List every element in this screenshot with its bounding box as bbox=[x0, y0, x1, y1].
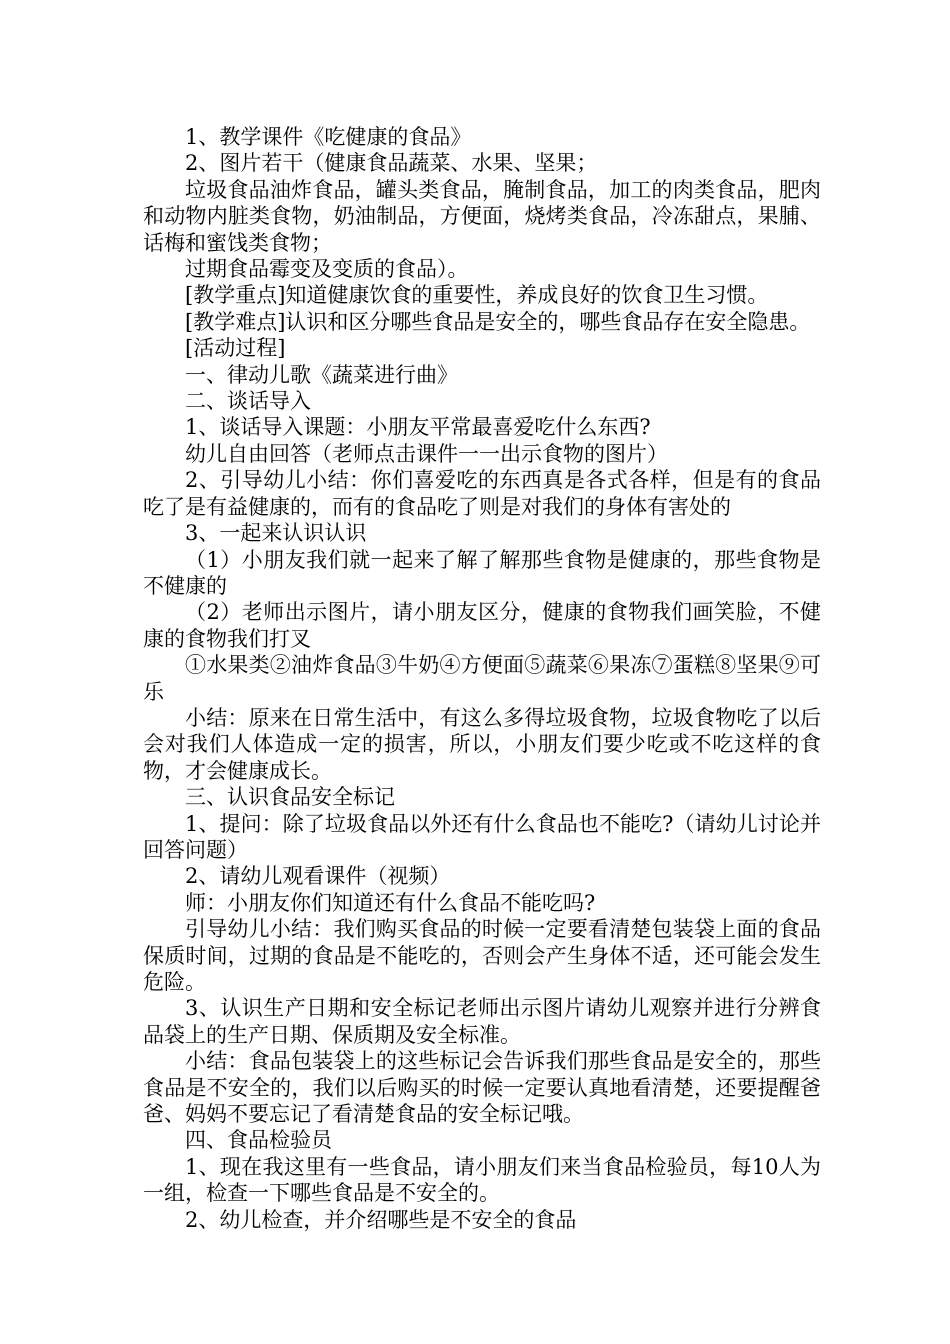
paragraph: 过期食品霉变及变质的食品）。 bbox=[185, 257, 469, 282]
paragraph: 小结：食品包装袋上的这些标记会告诉我们那些食品是安全的，那些食品是不安全的，我们以后购买的时候一定要认真地看清楚，还要提醒爸爸、妈妈不要忘记了看清楚食品的安全标记哦。 bbox=[143, 1049, 821, 1127]
paragraph: [教学重点]知道健康饮食的重要性，养成良好的饮食卫生习惯。 bbox=[185, 283, 769, 308]
paragraph: 2、引导幼儿小结：你们喜爱吃的东西真是各式各样，但是有的食品吃了是有益健康的，而有的食品吃了则是对我们的身体有害处的 bbox=[143, 468, 821, 519]
paragraph: 1、提问：除了垃圾食品以外还有什么食品也不能吃?（请幼儿讨论并回答问题） bbox=[143, 811, 821, 862]
paragraph: 垃圾食品油炸食品，罐头类食品，腌制食品，加工的肉类食品，肥肉和动物内脏类食物，奶油制品，方便面，烧烤类食品，冷冻甜点，果脯、话梅和蜜饯类食物； bbox=[143, 177, 821, 255]
paragraph: [教学难点]认识和区分哪些食品是安全的，哪些食品存在安全隐患。 bbox=[185, 309, 811, 334]
paragraph: 1、谈话导入课题：小朋友平常最喜爱吃什么东西? bbox=[185, 415, 651, 440]
paragraph: （2）老师出示图片，请小朋友区分，健康的食物我们画笑脸，不健康的食物我们打叉 bbox=[143, 600, 821, 651]
paragraph: 2、图片若干（健康食品蔬菜、水果、坚果； bbox=[185, 151, 598, 176]
paragraph: [活动过程] bbox=[185, 336, 286, 361]
paragraph: 小结：原来在日常生活中，有这么多得垃圾食物，垃圾食物吃了以后会对我们人体造成一定的损害，所以，小朋友们要少吃或不吃这样的食物，才会健康成长。 bbox=[143, 705, 821, 783]
paragraph: 1、现在我这里有一些食品，请小朋友们来当食品检验员，每10人为一组，检查一下哪些食品是不安全的。 bbox=[143, 1154, 821, 1206]
paragraph: 幼儿自由回答（老师点击课件一一出示食物的图片） bbox=[185, 441, 668, 466]
section-heading: 一、律动儿歌《蔬菜进行曲》 bbox=[185, 362, 458, 387]
paragraph: ①水果类②油炸食品③牛奶④方便面⑤蔬菜⑥果冻⑦蛋糕⑧坚果⑨可乐 bbox=[143, 653, 821, 704]
paragraph: （1）小朋友我们就一起来了解了解那些食物是健康的，那些食物是不健康的 bbox=[143, 547, 821, 598]
section-heading: 二、谈话导入 bbox=[185, 389, 311, 414]
paragraph: 2、幼儿检查，并介绍哪些是不安全的食品 bbox=[185, 1207, 577, 1232]
section-heading: 三、认识食品安全标记 bbox=[185, 785, 395, 810]
paragraph: 2、请幼儿观看课件（视频） bbox=[185, 864, 451, 889]
paragraph: 引导幼儿小结：我们购买食品的时候一定要看清楚包装袋上面的食品保质时间，过期的食品是不能吃的，否则会产生身体不适，还可能会发生危险。 bbox=[143, 917, 821, 994]
paragraph: 3、一起来认识认识 bbox=[185, 521, 367, 546]
document-body bbox=[143, 124, 821, 1233]
paragraph: 3、认识生产日期和安全标记老师出示图片请幼儿观察并进行分辨食品袋上的生产日期、保质期及安全标准。 bbox=[143, 996, 821, 1047]
section-heading: 四、食品检验员 bbox=[185, 1128, 332, 1153]
paragraph: 师：小朋友你们知道还有什么食品不能吃吗? bbox=[185, 890, 596, 915]
paragraph: 1、教学课件《吃健康的食品》 bbox=[185, 125, 472, 149]
